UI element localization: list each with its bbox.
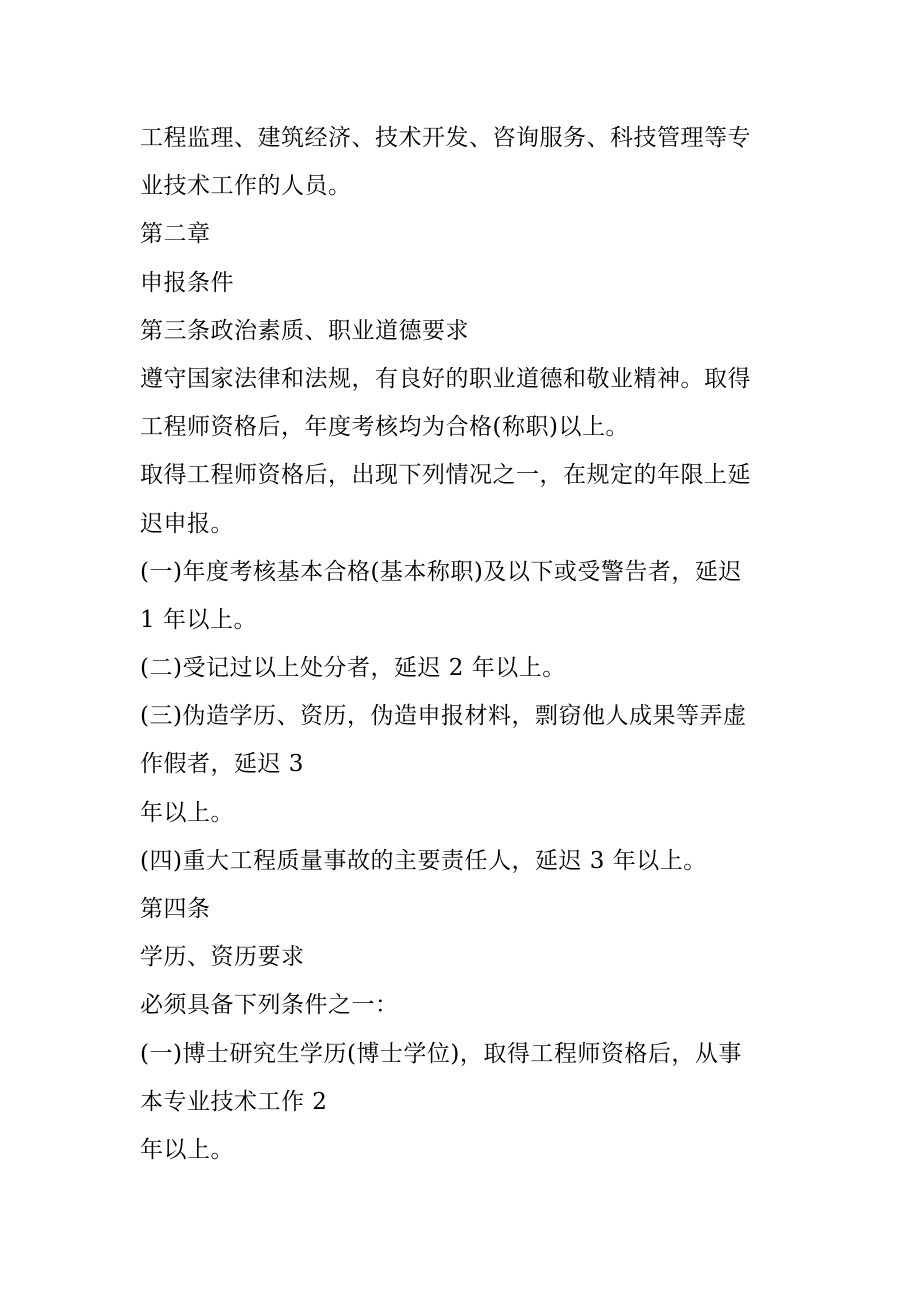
list-item: (一)博士研究生学历(博士学位)，取得工程师资格后，从事 [140, 1040, 742, 1067]
text-line: 业技术工作的人员。 [140, 173, 352, 200]
list-item: (四)重大工程质量事故的主要责任人，延迟 3 年以上。 [140, 847, 707, 874]
list-item-continuation: 年以上。 [140, 1136, 234, 1163]
article-title: 学历、资历要求 [140, 944, 305, 971]
list-item-continuation: 1 年以上。 [140, 606, 257, 633]
list-item: (三)伪造学历、资历，伪造申报材料，剽窃他人成果等弄虚 [140, 703, 747, 730]
text-line: 取得工程师资格后，出现下列情况之一，在规定的年限上延 [140, 462, 751, 489]
article-heading: 第三条政治素质、职业道德要求 [140, 317, 469, 344]
text-line: 遵守国家法律和法规，有良好的职业道德和敬业精神。取得 [140, 365, 751, 392]
chapter-title: 申报条件 [140, 269, 234, 296]
chapter-heading: 第二章 [140, 221, 211, 248]
text-line: 迟申报。 [140, 510, 234, 537]
list-item-continuation: 本专业技术工作 2 [140, 1088, 328, 1115]
text-line: 工程师资格后，年度考核均为合格(称职)以上。 [140, 414, 629, 441]
list-item-continuation: 作假者，延迟 3 [140, 751, 304, 778]
list-item-continuation: 年以上。 [140, 799, 234, 826]
article-heading: 第四条 [140, 896, 211, 922]
list-item: (二)受记过以上处分者，延迟 2 年以上。 [140, 655, 566, 682]
list-item: (一)年度考核基本合格(基本称职)及以下或受警告者，延迟 [140, 558, 742, 585]
document-body [140, 114, 782, 1174]
text-line: 工程监理、建筑经济、技术开发、咨询服务、科技管理等专 [140, 125, 751, 151]
text-line: 必须具备下列条件之一： [140, 992, 399, 1019]
